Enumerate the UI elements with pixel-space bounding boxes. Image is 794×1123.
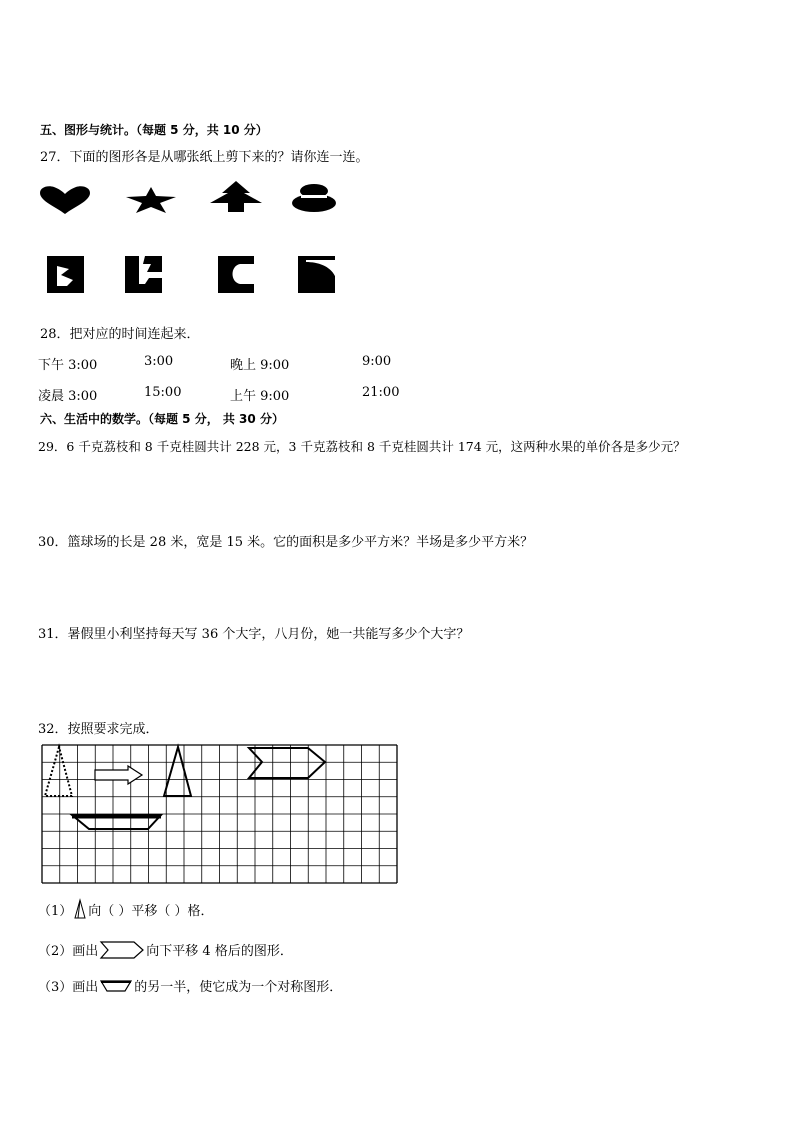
q28-row2-item1: 凌晨 3:00 bbox=[38, 389, 98, 404]
cut-paper-star-icon bbox=[125, 256, 162, 293]
q32-sub1-prefix: （1） bbox=[38, 903, 73, 919]
q28-row2-item4: 21:00 bbox=[362, 385, 400, 400]
q28-row2-item2: 15:00 bbox=[144, 385, 182, 400]
q32-sub2-prefix: （2）画出 bbox=[38, 944, 99, 959]
tree-icon bbox=[209, 181, 263, 213]
q32-sub2 bbox=[38, 940, 293, 959]
q27-text: 27．下面的图形各是从哪张纸上剪下来的？请你连一连。 bbox=[40, 150, 369, 165]
small-pentagon-arrow-icon bbox=[100, 941, 144, 959]
q28-row1-item2: 3:00 bbox=[144, 354, 174, 369]
cut-paper-heart-icon bbox=[47, 256, 84, 293]
q29-text: 29．6 千克荔枝和 8 千克桂圆共计 228 元，3 千克荔枝和 8 千克桂圆共计 174 元，这两种水果的单价各是多少元？ bbox=[38, 439, 686, 454]
q31-text: 31．暑假里小利坚持每天写 36 个大字，八月份，她一共能写多少个大字？ bbox=[38, 627, 470, 642]
section5-heading: 五、图形与统计。（每题 5 分，共 10 分） bbox=[40, 123, 268, 137]
snowman-icon bbox=[291, 183, 337, 213]
q28-row1-item4: 9:00 bbox=[362, 354, 392, 369]
solid-triangle bbox=[164, 747, 191, 796]
q32-sub3-text: 的另一半，使它成为一个对称图形． bbox=[134, 980, 343, 995]
square-grid bbox=[42, 745, 398, 885]
small-triangle-icon bbox=[74, 899, 86, 919]
q32-sub1-text: 向（ ）平移（ ）格． bbox=[88, 903, 214, 919]
heart-icon bbox=[38, 185, 92, 215]
section6-heading: 六、生活中的数学。（每题 5 分， 共 30 分） bbox=[40, 412, 284, 426]
star-icon bbox=[126, 187, 176, 213]
q32-sub1 bbox=[38, 899, 214, 919]
q32-sub2-text: 向下平移 4 格后的图形． bbox=[146, 944, 293, 959]
cut-paper-round-icon bbox=[218, 256, 254, 293]
small-trapezoid-icon bbox=[100, 979, 132, 993]
dashed-triangle bbox=[45, 747, 72, 796]
pentagon-arrow-shape bbox=[249, 748, 325, 778]
q28-row1-item1: 下午 3:00 bbox=[38, 358, 98, 373]
arrow-right-icon bbox=[95, 766, 142, 784]
q30-text: 30．篮球场的长是 28 米，宽是 15 米。它的面积是多少平方米？半场是多少平方米？ bbox=[38, 535, 534, 550]
q32-sub3-prefix: （3）画出 bbox=[38, 980, 99, 995]
cut-paper-curve-icon bbox=[298, 256, 335, 293]
q28-row2-item3: 上午 9:00 bbox=[230, 389, 290, 404]
q32-text: 32．按照要求完成． bbox=[38, 722, 159, 737]
q28-text: 28．把对应的时间连起来． bbox=[40, 327, 200, 342]
q32-sub3 bbox=[38, 976, 342, 995]
q28-row1-item3: 晚上 9:00 bbox=[230, 358, 290, 373]
